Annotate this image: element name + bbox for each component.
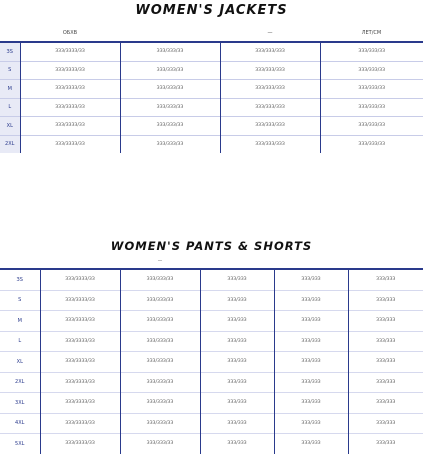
table-cell: ЗЗЗ/ЗЗЗ [348, 269, 423, 290]
pants-header-col3 [200, 254, 274, 269]
table-cell: ЗЗЗ/ЗЗЗ/ЗЗ [120, 290, 200, 311]
table-cell: ЗЗЗ/ЗЗЗ/ЗЗ [320, 80, 423, 99]
table-cell: ЗЗЗ/ЗЗЗЗ/ЗЗ [40, 290, 120, 311]
table-cell: ЗЗЗ/ЗЗЗ/ЗЗ [320, 98, 423, 117]
table-cell: ЗЗЗ/ЗЗЗ [274, 269, 348, 290]
table-cell: ЗЗЗ/ЗЗЗ/ЗЗ [120, 135, 220, 153]
jackets-title: WOMEN'S JACKETS [135, 3, 288, 18]
table-cell: ЗЗЗ/ЗЗЗ/ЗЗ [120, 434, 200, 454]
table-cell: ЗЗЗ/ЗЗЗ [200, 352, 274, 373]
table-cell: ЗЗЗ/ЗЗЗ/ЗЗ [120, 98, 220, 117]
size-label: XL [0, 117, 20, 136]
table-cell: ЗЗЗ/ЗЗЗ [348, 331, 423, 352]
size-label: 2XL [0, 372, 40, 393]
table-cell: ЗЗЗ/ЗЗЗ [348, 372, 423, 393]
table-cell: ЗЗЗ/ЗЗЗ [200, 269, 274, 290]
size-label: ЗS [0, 269, 40, 290]
jackets-header-col3: — [220, 24, 320, 42]
table-cell: ЗЗЗ/ЗЗЗ [200, 434, 274, 454]
pants-header-col5 [348, 254, 423, 269]
table-cell: ЗЗЗ/ЗЗЗ/ЗЗ [120, 311, 200, 332]
table-cell: ЗЗЗ/ЗЗЗЗ/ЗЗ [40, 269, 120, 290]
table-cell: ЗЗЗ/ЗЗЗ [274, 331, 348, 352]
jackets-size-table [0, 24, 423, 153]
table-row [0, 61, 423, 80]
table-row [0, 98, 423, 117]
table-cell: ЗЗЗ/ЗЗЗ [348, 413, 423, 434]
pants-header-row [0, 254, 423, 269]
table-row [0, 290, 423, 311]
size-label: ЗS [0, 42, 20, 61]
table-cell: ЗЗЗ/ЗЗЗЗ/ЗЗ [40, 372, 120, 393]
jackets-header-row [0, 24, 423, 42]
jackets-header-col4: ЛЕТ/СМ [320, 24, 423, 42]
table-cell: ЗЗЗ/ЗЗЗЗ/ЗЗ [20, 80, 120, 99]
size-label: L [0, 98, 20, 117]
table-cell: ЗЗЗ/ЗЗЗ [348, 434, 423, 454]
table-cell: ЗЗЗ/ЗЗЗ [274, 290, 348, 311]
table-row [0, 434, 423, 454]
table-cell: ЗЗЗ/ЗЗЗ/ЗЗ [120, 372, 200, 393]
table-row [0, 269, 423, 290]
table-cell: ЗЗЗ/ЗЗЗ/ЗЗ [120, 80, 220, 99]
table-cell: ЗЗЗ/ЗЗЗ/ЗЗ [120, 42, 220, 61]
table-cell: ЗЗЗ/ЗЗЗЗ/ЗЗ [40, 413, 120, 434]
pants-size-table [0, 254, 423, 454]
pants-header-col4 [274, 254, 348, 269]
table-row [0, 80, 423, 99]
pants-title: WOMEN'S PANTS & SHORTS [110, 239, 313, 253]
table-cell: ЗЗЗ/ЗЗЗ/ЗЗЗ [220, 117, 320, 136]
table-cell: ЗЗЗ/ЗЗЗ [200, 290, 274, 311]
table-row [0, 117, 423, 136]
table-row [0, 135, 423, 153]
table-cell: ЗЗЗ/ЗЗЗ [200, 393, 274, 414]
size-label: S [0, 61, 20, 80]
jackets-header-col2 [120, 24, 220, 42]
table-cell: ЗЗЗ/ЗЗЗ/ЗЗ [120, 352, 200, 373]
table-cell: ЗЗЗ/ЗЗЗ/ЗЗ [320, 42, 423, 61]
table-cell: ЗЗЗ/ЗЗЗЗ/ЗЗ [40, 331, 120, 352]
table-cell: ЗЗЗ/ЗЗЗ [200, 413, 274, 434]
table-cell: ЗЗЗ/ЗЗЗ [348, 290, 423, 311]
table-cell: ЗЗЗ/ЗЗЗ [274, 311, 348, 332]
size-label: M [0, 311, 40, 332]
table-cell: ЗЗЗ/ЗЗЗ/ЗЗЗ [220, 42, 320, 61]
pants-header-col2: — [120, 254, 200, 269]
table-cell: ЗЗЗ/ЗЗЗ/ЗЗ [320, 117, 423, 136]
table-cell: ЗЗЗ/ЗЗЗ/ЗЗ [320, 135, 423, 153]
table-cell: ЗЗЗ/ЗЗЗ [200, 372, 274, 393]
table-cell: ЗЗЗ/ЗЗЗЗ/ЗЗ [20, 135, 120, 153]
table-row [0, 413, 423, 434]
pants-header-size [0, 254, 40, 269]
table-cell: ЗЗЗ/ЗЗЗ/ЗЗ [120, 413, 200, 434]
table-row [0, 311, 423, 332]
table-cell: ЗЗЗ/ЗЗЗ/ЗЗЗ [220, 61, 320, 80]
pants-header-col1 [40, 254, 120, 269]
table-cell: ЗЗЗ/ЗЗЗ/ЗЗ [120, 393, 200, 414]
table-cell: ЗЗЗ/ЗЗЗЗ/ЗЗ [20, 98, 120, 117]
table-cell: ЗЗЗ/ЗЗЗ [348, 311, 423, 332]
table-cell: ЗЗЗ/ЗЗЗ [274, 413, 348, 434]
table-cell: ЗЗЗ/ЗЗЗ [348, 352, 423, 373]
table-row [0, 331, 423, 352]
table-cell: ЗЗЗ/ЗЗЗ/ЗЗЗ [220, 80, 320, 99]
table-row [0, 372, 423, 393]
table-cell: ЗЗЗ/ЗЗЗЗ/ЗЗ [40, 311, 120, 332]
table-cell: ЗЗЗ/ЗЗЗЗ/ЗЗ [40, 393, 120, 414]
table-cell: ЗЗЗ/ЗЗЗ [200, 331, 274, 352]
table-cell: ЗЗЗ/ЗЗЗ/ЗЗЗ [220, 135, 320, 153]
table-cell: ЗЗЗ/ЗЗЗЗ/ЗЗ [40, 434, 120, 454]
table-cell: ЗЗЗ/ЗЗЗ [274, 352, 348, 373]
size-label: 4XL [0, 413, 40, 434]
table-row [0, 42, 423, 61]
size-label: 2XL [0, 135, 20, 153]
size-label: S [0, 290, 40, 311]
table-row [0, 393, 423, 414]
table-cell: ЗЗЗ/ЗЗЗ [348, 393, 423, 414]
table-cell: ЗЗЗ/ЗЗЗЗ/ЗЗ [20, 117, 120, 136]
table-cell: ЗЗЗ/ЗЗЗ/ЗЗ [120, 331, 200, 352]
table-cell: ЗЗЗ/ЗЗЗ [200, 311, 274, 332]
size-label: L [0, 331, 40, 352]
size-label: 5XL [0, 434, 40, 454]
jackets-header-col1: ОБХВ [20, 24, 120, 42]
table-cell: ЗЗЗ/ЗЗЗ/ЗЗ [120, 269, 200, 290]
table-cell: ЗЗЗ/ЗЗЗЗ/ЗЗ [40, 352, 120, 373]
table-cell: ЗЗЗ/ЗЗЗЗ/ЗЗ [20, 42, 120, 61]
jackets-header-size [0, 24, 20, 42]
table-cell: ЗЗЗ/ЗЗЗ/ЗЗЗ [220, 98, 320, 117]
table-cell: ЗЗЗ/ЗЗЗ/ЗЗ [120, 61, 220, 80]
table-cell: ЗЗЗ/ЗЗЗЗ/ЗЗ [20, 61, 120, 80]
size-label: 3XL [0, 393, 40, 414]
size-label: XL [0, 352, 40, 373]
table-cell: ЗЗЗ/ЗЗЗ [274, 434, 348, 454]
table-cell: ЗЗЗ/ЗЗЗ/ЗЗ [320, 61, 423, 80]
table-row [0, 352, 423, 373]
table-cell: ЗЗЗ/ЗЗЗ/ЗЗ [120, 117, 220, 136]
size-label: M [0, 80, 20, 99]
table-cell: ЗЗЗ/ЗЗЗ [274, 393, 348, 414]
table-cell: ЗЗЗ/ЗЗЗ [274, 372, 348, 393]
